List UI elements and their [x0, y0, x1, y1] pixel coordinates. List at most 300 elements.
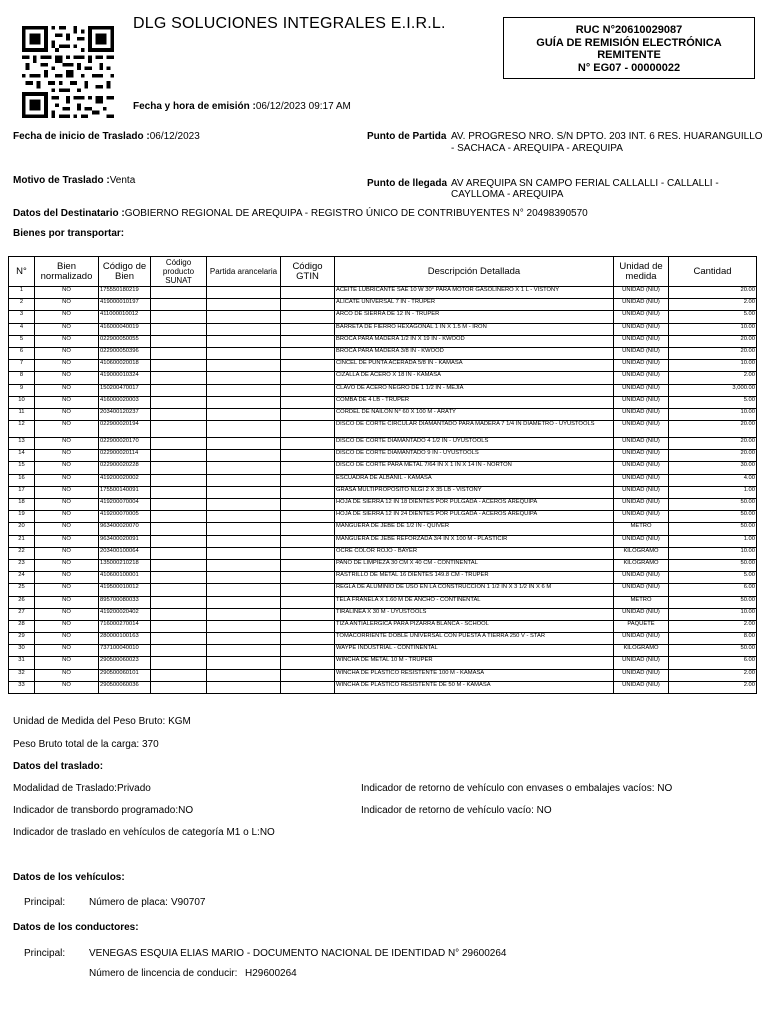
table-cell: 290500060036 — [99, 681, 151, 693]
table-cell: BROCA PARA MADERA 3/8 IN - KWOOD — [335, 347, 614, 359]
table-cell: UNIDAD (NIU) — [614, 438, 669, 450]
table-cell — [207, 474, 281, 486]
company-name: DLG SOLUCIONES INTEGRALES E.I.R.L. — [133, 15, 446, 32]
categoria: Indicador de traslado en vehículos de categoría M1 o L:NO — [13, 827, 275, 838]
table-cell: 26 — [9, 596, 35, 608]
table-cell: UNIDAD (NIU) — [614, 384, 669, 396]
table-cell: DISCO DE CORTE DIAMANTADO 4 1/2 IN - UYUSTOOLS — [335, 438, 614, 450]
table-cell: 6.00 — [669, 657, 757, 669]
table-cell: 10.00 — [669, 323, 757, 335]
table-cell: COMBA DE 4 LB - TRUPER — [335, 396, 614, 408]
table-cell — [281, 608, 335, 620]
table-cell — [207, 584, 281, 596]
table-cell: 7 — [9, 360, 35, 372]
table-cell: 203400100064 — [99, 547, 151, 559]
table-row — [9, 450, 757, 462]
table-row — [9, 657, 757, 669]
table-cell — [281, 681, 335, 693]
table-row — [9, 596, 757, 608]
table-cell — [281, 620, 335, 632]
table-row — [9, 620, 757, 632]
table-cell: 12 — [9, 421, 35, 438]
table-cell: ESCUADRA DE ALBANIL - KAMASA — [335, 474, 614, 486]
table-cell — [151, 347, 207, 359]
datos-conductores-heading: Datos de los conductores: — [13, 922, 139, 933]
table-cell: 716000270014 — [99, 620, 151, 632]
dest-label: Datos del Destinatario : — [13, 208, 125, 219]
table-cell: HOJA DE SIERRA 12 IN 18 DIENTES POR PULGADA - ACEROS AREQUIPA — [335, 499, 614, 511]
table-cell: 895700080033 — [99, 596, 151, 608]
table-cell — [151, 620, 207, 632]
table-cell: 15 — [9, 462, 35, 474]
table-cell — [151, 657, 207, 669]
table-cell: 419000010197 — [99, 299, 151, 311]
table-cell — [281, 462, 335, 474]
table-cell: NO — [35, 511, 99, 523]
table-row — [9, 462, 757, 474]
table-row — [9, 572, 757, 584]
table-cell — [151, 596, 207, 608]
table-cell: NO — [35, 620, 99, 632]
table-cell: 23 — [9, 559, 35, 571]
table-cell — [281, 645, 335, 657]
col-header: Código producto SUNAT — [151, 257, 207, 287]
table-cell: NO — [35, 408, 99, 420]
conductor-principal-label: Principal: — [24, 948, 66, 959]
table-cell — [281, 572, 335, 584]
table-cell: NO — [35, 547, 99, 559]
table-cell: 20 — [9, 523, 35, 535]
table-cell: UNIDAD (NIU) — [614, 584, 669, 596]
col-header: N° — [9, 257, 35, 287]
table-cell: CLAVO DE ACERO NEGRO DE 1 1/2 IN - MEJIA — [335, 384, 614, 396]
table-cell: 022900050396 — [99, 347, 151, 359]
table-row — [9, 559, 757, 571]
punto-llegada-label: Punto de llegada — [367, 178, 448, 189]
table-cell: MANGUERA DE JEBE REFORZADA 3/4 IN X 100 M - PLASTICIR — [335, 535, 614, 547]
table-cell: NO — [35, 645, 99, 657]
table-cell: OCRE COLOR ROJO - BAYER — [335, 547, 614, 559]
table-cell — [207, 511, 281, 523]
table-cell: 2.00 — [669, 372, 757, 384]
table-cell — [281, 335, 335, 347]
table-cell — [207, 360, 281, 372]
table-cell: 20.00 — [669, 335, 757, 347]
table-cell — [207, 384, 281, 396]
table-cell: 175550180219 — [99, 287, 151, 299]
table-cell — [207, 323, 281, 335]
table-cell: 022900020228 — [99, 462, 151, 474]
table-cell — [207, 657, 281, 669]
table-cell: REGLA DE ALUMINIO DE USO EN LA CONSTRUCCION 1 1/2 IN X 3 1/2 IN X 6 M — [335, 584, 614, 596]
table-cell — [207, 335, 281, 347]
table-cell: DISCO DE CORTE CIRCULAR DIAMANTADO PARA MADERA 7 1/4 IN DIAMETRO - UYUSTOOLS — [335, 421, 614, 438]
table-cell — [207, 486, 281, 498]
table-cell — [207, 396, 281, 408]
table-cell — [151, 474, 207, 486]
table-cell — [207, 633, 281, 645]
table-cell: 419200070005 — [99, 511, 151, 523]
table-cell: TIZA ANTIALERGICA PARA PIZARRA BLANCA - SCHOOL — [335, 620, 614, 632]
table-cell: 10 — [9, 396, 35, 408]
table-cell — [281, 499, 335, 511]
motivo-value: Venta — [109, 175, 136, 186]
table-cell: 17 — [9, 486, 35, 498]
table-cell — [151, 523, 207, 535]
table-cell: ARCO DE SIERRA DE 12 IN - TRUPER — [335, 311, 614, 323]
table-cell — [207, 547, 281, 559]
table-cell — [151, 633, 207, 645]
table-cell: 19 — [9, 511, 35, 523]
table-cell — [281, 347, 335, 359]
table-cell — [281, 323, 335, 335]
table-cell: BARRETA DE FIERRO HEXAGONAL 1 IN X 1.5 M - IRON — [335, 323, 614, 335]
table-cell: 50.00 — [669, 559, 757, 571]
table-cell — [207, 311, 281, 323]
table-cell: UNIDAD (NIU) — [614, 396, 669, 408]
table-cell — [281, 584, 335, 596]
table-cell: NO — [35, 396, 99, 408]
table-cell: UNIDAD (NIU) — [614, 511, 669, 523]
table-cell: 1 — [9, 287, 35, 299]
unidad-peso: Unidad de Medida del Peso Bruto: KGM — [13, 716, 191, 727]
table-cell: NO — [35, 523, 99, 535]
table-cell: 50.00 — [669, 523, 757, 535]
peso-total: Peso Bruto total de la carga: 370 — [13, 739, 159, 750]
table-row — [9, 323, 757, 335]
datos-traslado-heading: Datos del traslado: — [13, 761, 104, 772]
retorno-vacio: Indicador de retorno de vehículo vacío: NO — [361, 805, 552, 816]
table-cell: NO — [35, 596, 99, 608]
table-cell: TELA FRANELA X 1.60 M DE ANCHO - CONTINENTAL — [335, 596, 614, 608]
table-cell: PAÑO DE LIMPIEZA 30 CM X 40 CM - CONTINENTAL — [335, 559, 614, 571]
table-header-row — [9, 257, 757, 287]
table-cell: 203400120237 — [99, 408, 151, 420]
table-cell: 10.00 — [669, 608, 757, 620]
table-cell: UNIDAD (NIU) — [614, 311, 669, 323]
table-cell — [207, 608, 281, 620]
table-cell: 5 — [9, 335, 35, 347]
table-cell: 50.00 — [669, 645, 757, 657]
table-cell: HOJA DE SIERRA 12 IN 24 DIENTES POR PULGADA - ACEROS AREQUIPA — [335, 511, 614, 523]
table-cell: 2.00 — [669, 299, 757, 311]
table-cell: 022900020194 — [99, 421, 151, 438]
table-cell: 30 — [9, 645, 35, 657]
table-cell: RASTRILLO DE METAL 16 DIENTES 149.8 CM - TRUPER — [335, 572, 614, 584]
table-cell — [151, 572, 207, 584]
table-cell — [151, 323, 207, 335]
fecha-traslado — [13, 131, 200, 142]
table-cell: UNIDAD (NIU) — [614, 372, 669, 384]
table-row — [9, 372, 757, 384]
table-cell: 13 — [9, 438, 35, 450]
col-header: Partida arancelaria — [207, 257, 281, 287]
table-cell: NO — [35, 584, 99, 596]
table-cell — [207, 450, 281, 462]
table-cell: DISCO DE CORTE DIAMANTADO 9 IN - UYUSTOOLS — [335, 450, 614, 462]
table-cell: 30.00 — [669, 462, 757, 474]
table-cell: 280000100163 — [99, 633, 151, 645]
table-cell — [151, 372, 207, 384]
retorno-envases: Indicador de retorno de vehículo con envases o embalajes vacíos: NO — [361, 783, 673, 794]
table-cell: 411000010012 — [99, 311, 151, 323]
table-cell: 022900020170 — [99, 438, 151, 450]
table-row — [9, 299, 757, 311]
table-cell: 9 — [9, 384, 35, 396]
table-cell: 022900050055 — [99, 335, 151, 347]
table-cell — [281, 360, 335, 372]
table-cell: NO — [35, 681, 99, 693]
table-cell: 2.00 — [669, 669, 757, 681]
table-row — [9, 547, 757, 559]
punto-partida-value — [451, 131, 763, 155]
destinatario — [13, 208, 588, 219]
motivo-label: Motivo de Traslado : — [13, 175, 110, 186]
table-cell: NO — [35, 572, 99, 584]
table-cell: 290500060023 — [99, 657, 151, 669]
table-cell — [151, 287, 207, 299]
table-cell: BROCA PARA MADERA 1/2 IN X 19 IN - KWOOD — [335, 335, 614, 347]
table-cell: 20.00 — [669, 450, 757, 462]
bienes-label: Bienes por transportar: — [13, 228, 125, 239]
table-cell: 1.00 — [669, 486, 757, 498]
table-row — [9, 608, 757, 620]
table-cell — [207, 669, 281, 681]
table-cell: 419200020002 — [99, 474, 151, 486]
table-cell — [207, 372, 281, 384]
conductor-name: VENEGAS ESQUIA ELIAS MARIO - DOCUMENTO NACIONAL DE IDENTIDAD N° 29600264 — [89, 948, 507, 959]
table-cell — [281, 511, 335, 523]
modalidad: Modalidad de Traslado:Privado — [13, 783, 151, 794]
table-cell — [281, 396, 335, 408]
table-cell: NO — [35, 421, 99, 438]
table-cell: NO — [35, 323, 99, 335]
table-cell: NO — [35, 335, 99, 347]
transbordo: Indicador de transbordo programado:NO — [13, 805, 194, 816]
table-cell: 2 — [9, 299, 35, 311]
table-cell: UNIDAD (NIU) — [614, 474, 669, 486]
punto-partida-label: Punto de Partida — [367, 131, 447, 142]
table-cell — [151, 669, 207, 681]
table-cell: NO — [35, 474, 99, 486]
dest-value: GOBIERNO REGIONAL DE AREQUIPA - REGISTRO ÚNICO DE CONTRIBUYENTES N° 20498390570 — [124, 208, 588, 219]
table-cell — [281, 299, 335, 311]
table-cell — [207, 438, 281, 450]
ruc-box — [503, 17, 755, 79]
table-cell: GRASA MULTIPROPÓSITO NLGI 2 X 35 LB - VISTONY — [335, 486, 614, 498]
table-cell: DISCO DE CORTE PARA METAL 7/64 IN X 1 IN X 14 IN - NORTON — [335, 462, 614, 474]
table-cell: UNIDAD (NIU) — [614, 669, 669, 681]
table-cell: NO — [35, 372, 99, 384]
table-cell: NO — [35, 287, 99, 299]
table-cell — [207, 572, 281, 584]
placa-label: Número de placa: — [89, 897, 168, 908]
table-cell: METRO — [614, 523, 669, 535]
table-cell: NO — [35, 438, 99, 450]
table-cell: NO — [35, 535, 99, 547]
datos-vehiculos-heading: Datos de los vehículos: — [13, 872, 125, 883]
doc-type-line1: GUÍA DE REMISIÓN ELECTRÓNICA — [536, 36, 722, 49]
table-cell: 10.00 — [669, 360, 757, 372]
table-cell: 410600020018 — [99, 360, 151, 372]
table-row — [9, 438, 757, 450]
table-cell: UNIDAD (NIU) — [614, 572, 669, 584]
table-cell — [281, 372, 335, 384]
table-cell: NO — [35, 311, 99, 323]
table-cell: NO — [35, 462, 99, 474]
table-cell: 150200470017 — [99, 384, 151, 396]
table-row — [9, 535, 757, 547]
table-cell: 737100040010 — [99, 645, 151, 657]
table-cell: ALICATE UNIVERSAL 7 IN - TRUPER — [335, 299, 614, 311]
table-cell: 419200020402 — [99, 608, 151, 620]
table-cell: TIRALINEA X 30 M - UYUSTOOLS — [335, 608, 614, 620]
table-row — [9, 421, 757, 438]
table-row — [9, 523, 757, 535]
partida-line2: - SACHACA - AREQUIPA - AREQUIPA — [451, 143, 623, 154]
table-cell: CIZALLA DE ACERO X 18 IN - KAMASA — [335, 372, 614, 384]
table-cell: NO — [35, 499, 99, 511]
table-row — [9, 633, 757, 645]
table-row — [9, 669, 757, 681]
table-cell: UNIDAD (NIU) — [614, 421, 669, 438]
col-header: Unidad de medida — [614, 257, 669, 287]
table-cell: CORDEL DE NAILON N° 60 X 100 M - ARATY — [335, 408, 614, 420]
table-cell: 20.00 — [669, 438, 757, 450]
table-row — [9, 645, 757, 657]
table-cell: 2.00 — [669, 681, 757, 693]
table-cell: NO — [35, 450, 99, 462]
table-cell: 8.00 — [669, 633, 757, 645]
table-cell — [281, 547, 335, 559]
table-cell: 22 — [9, 547, 35, 559]
table-cell: 28 — [9, 620, 35, 632]
doc-type-line2: REMITENTE — [597, 49, 661, 61]
table-cell: 135000210218 — [99, 559, 151, 571]
llegada-line1: AV AREQUIPA SN CAMPO FERIAL CALLALLI - CALLALLI - — [451, 178, 719, 189]
table-cell: UNIDAD (NIU) — [614, 535, 669, 547]
table-cell: 29 — [9, 633, 35, 645]
items-table — [8, 256, 757, 694]
table-cell — [207, 462, 281, 474]
table-row — [9, 681, 757, 693]
table-cell: 022900020114 — [99, 450, 151, 462]
table-cell: UNIDAD (NIU) — [614, 657, 669, 669]
table-cell — [151, 608, 207, 620]
table-cell — [207, 523, 281, 535]
table-row — [9, 584, 757, 596]
table-cell: WAYPE INDUSTRIAL - CONTINENTAL — [335, 645, 614, 657]
table-cell — [207, 596, 281, 608]
table-cell — [207, 681, 281, 693]
table-cell: 10.00 — [669, 408, 757, 420]
table-cell — [151, 438, 207, 450]
table-cell — [281, 421, 335, 438]
table-row — [9, 511, 757, 523]
table-cell — [151, 486, 207, 498]
table-cell: TOMACORRIENTE DOBLE UNIVERSAL CON PUESTA A TIERRA 250 V - STAR — [335, 633, 614, 645]
table-cell — [151, 462, 207, 474]
table-cell: NO — [35, 559, 99, 571]
table-cell: 4 — [9, 323, 35, 335]
table-cell: 14 — [9, 450, 35, 462]
table-cell: 419000010324 — [99, 372, 151, 384]
table-cell: NO — [35, 360, 99, 372]
table-cell — [207, 408, 281, 420]
table-cell: 27 — [9, 608, 35, 620]
table-cell: 963400020070 — [99, 523, 151, 535]
table-cell: 50.00 — [669, 499, 757, 511]
table-row — [9, 287, 757, 299]
table-cell: 290500060101 — [99, 669, 151, 681]
table-cell: UNIDAD (NIU) — [614, 681, 669, 693]
table-row — [9, 384, 757, 396]
table-cell: 410600100001 — [99, 572, 151, 584]
table-cell: UNIDAD (NIU) — [614, 299, 669, 311]
table-cell — [151, 299, 207, 311]
table-cell: 419500010012 — [99, 584, 151, 596]
table-cell: 33 — [9, 681, 35, 693]
col-header: Descripción Detallada — [335, 257, 614, 287]
table-cell — [151, 547, 207, 559]
table-row — [9, 360, 757, 372]
table-cell: 416000020003 — [99, 396, 151, 408]
table-cell: UNIDAD (NIU) — [614, 408, 669, 420]
table-cell — [207, 287, 281, 299]
table-cell: METRO — [614, 596, 669, 608]
table-cell — [151, 335, 207, 347]
table-cell — [281, 384, 335, 396]
table-cell — [151, 396, 207, 408]
col-header: Código GTIN — [281, 257, 335, 287]
table-cell: NO — [35, 669, 99, 681]
table-cell: 32 — [9, 669, 35, 681]
fecha-traslado-value: 06/12/2023 — [149, 131, 200, 142]
table-cell — [281, 311, 335, 323]
table-cell — [151, 535, 207, 547]
table-cell — [207, 299, 281, 311]
table-cell: 175500140091 — [99, 486, 151, 498]
table-cell: 18 — [9, 499, 35, 511]
table-cell: 5.00 — [669, 311, 757, 323]
doc-number: N° EG07 - 00000022 — [577, 61, 681, 74]
table-cell: UNIDAD (NIU) — [614, 499, 669, 511]
table-cell — [151, 360, 207, 372]
table-cell — [151, 450, 207, 462]
table-row — [9, 408, 757, 420]
ruc-number: RUC N°20610029087 — [575, 24, 683, 36]
table-cell: WINCHA DE METAL 10 M - TRUPER — [335, 657, 614, 669]
table-row — [9, 499, 757, 511]
table-cell — [281, 287, 335, 299]
table-cell: NO — [35, 486, 99, 498]
table-cell: 3 — [9, 311, 35, 323]
table-cell — [281, 523, 335, 535]
table-cell — [281, 450, 335, 462]
table-cell: WINCHA DE PLASTICO RESISTENTE DE 50 M - KAMASA — [335, 681, 614, 693]
table-cell: UNIDAD (NIU) — [614, 462, 669, 474]
vehiculo-principal-label: Principal: — [24, 897, 66, 908]
table-cell — [281, 438, 335, 450]
table-cell — [151, 311, 207, 323]
table-cell: NO — [35, 633, 99, 645]
table-cell — [281, 559, 335, 571]
table-cell: NO — [35, 608, 99, 620]
table-cell: NO — [35, 384, 99, 396]
table-cell: 21 — [9, 535, 35, 547]
table-cell: UNIDAD (NIU) — [614, 633, 669, 645]
table-cell: 5.00 — [669, 396, 757, 408]
